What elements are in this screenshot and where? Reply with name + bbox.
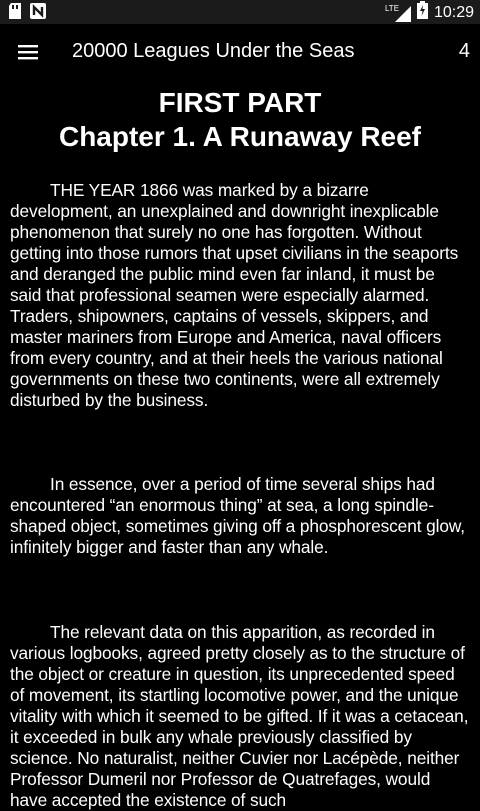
network-type-label: LTE: [384, 3, 400, 13]
system-icons: [384, 1, 474, 24]
n-app-icon: [30, 3, 46, 24]
paragraph: THE YEAR 1866 was marked by a bizarre development, an unexplained and downright inexplicable phenomenon that surely no one has forgotten. Without getting into those rumors that upset civilians in the seaports and deranged the public mind even far inland, it must be said that professional seamen were especially alarmed. Traders, shipowners, captains of vessels, skippers, and master mariners from Europe and America, naval officers from every country, and at their heels the various national governments on these two continents, were all extremely disturbed by the business.: [10, 180, 459, 410]
hamburger-menu-icon: [18, 44, 38, 60]
book-title: 20000 Leagues Under the Seas: [72, 40, 355, 62]
menu-button[interactable]: [12, 36, 44, 68]
paragraph: In essence, over a period of time several ships had encountered “an enormous thing” at sea, a long spindle-shaped object, sometimes giving off a phosphorescent glow, infinitely bigger and faster than any whale.: [10, 474, 465, 557]
notification-icons: [8, 3, 46, 24]
page-number: 4: [458, 40, 470, 62]
reader-content[interactable]: [10, 84, 470, 810]
sd-card-icon: [8, 3, 22, 24]
signal-icon: [384, 3, 411, 22]
paragraph: The relevant data on this apparition, as recorded in various logbooks, agreed pretty closely as to the structure of the object or creature in question, its unprecedented speed of movement, its startling locomotive power, and the unique vitality with which it seemed to be gifted. If it was a cetacean, it exceeded in bulk any whale previously classified by science. No naturalist, neither Cuvier nor Lacépède, neither Professor Dumeril nor Professor de Quatrefages, would have accepted the existence of such: [10, 622, 469, 810]
battery-icon: [417, 1, 428, 24]
part-title: FIRST PART: [158, 87, 322, 118]
clock: 10:29: [433, 3, 474, 21]
app-toolbar: [0, 24, 480, 80]
chapter-title: Chapter 1. A Runaway Reef: [58, 121, 422, 152]
status-bar: [0, 0, 480, 24]
